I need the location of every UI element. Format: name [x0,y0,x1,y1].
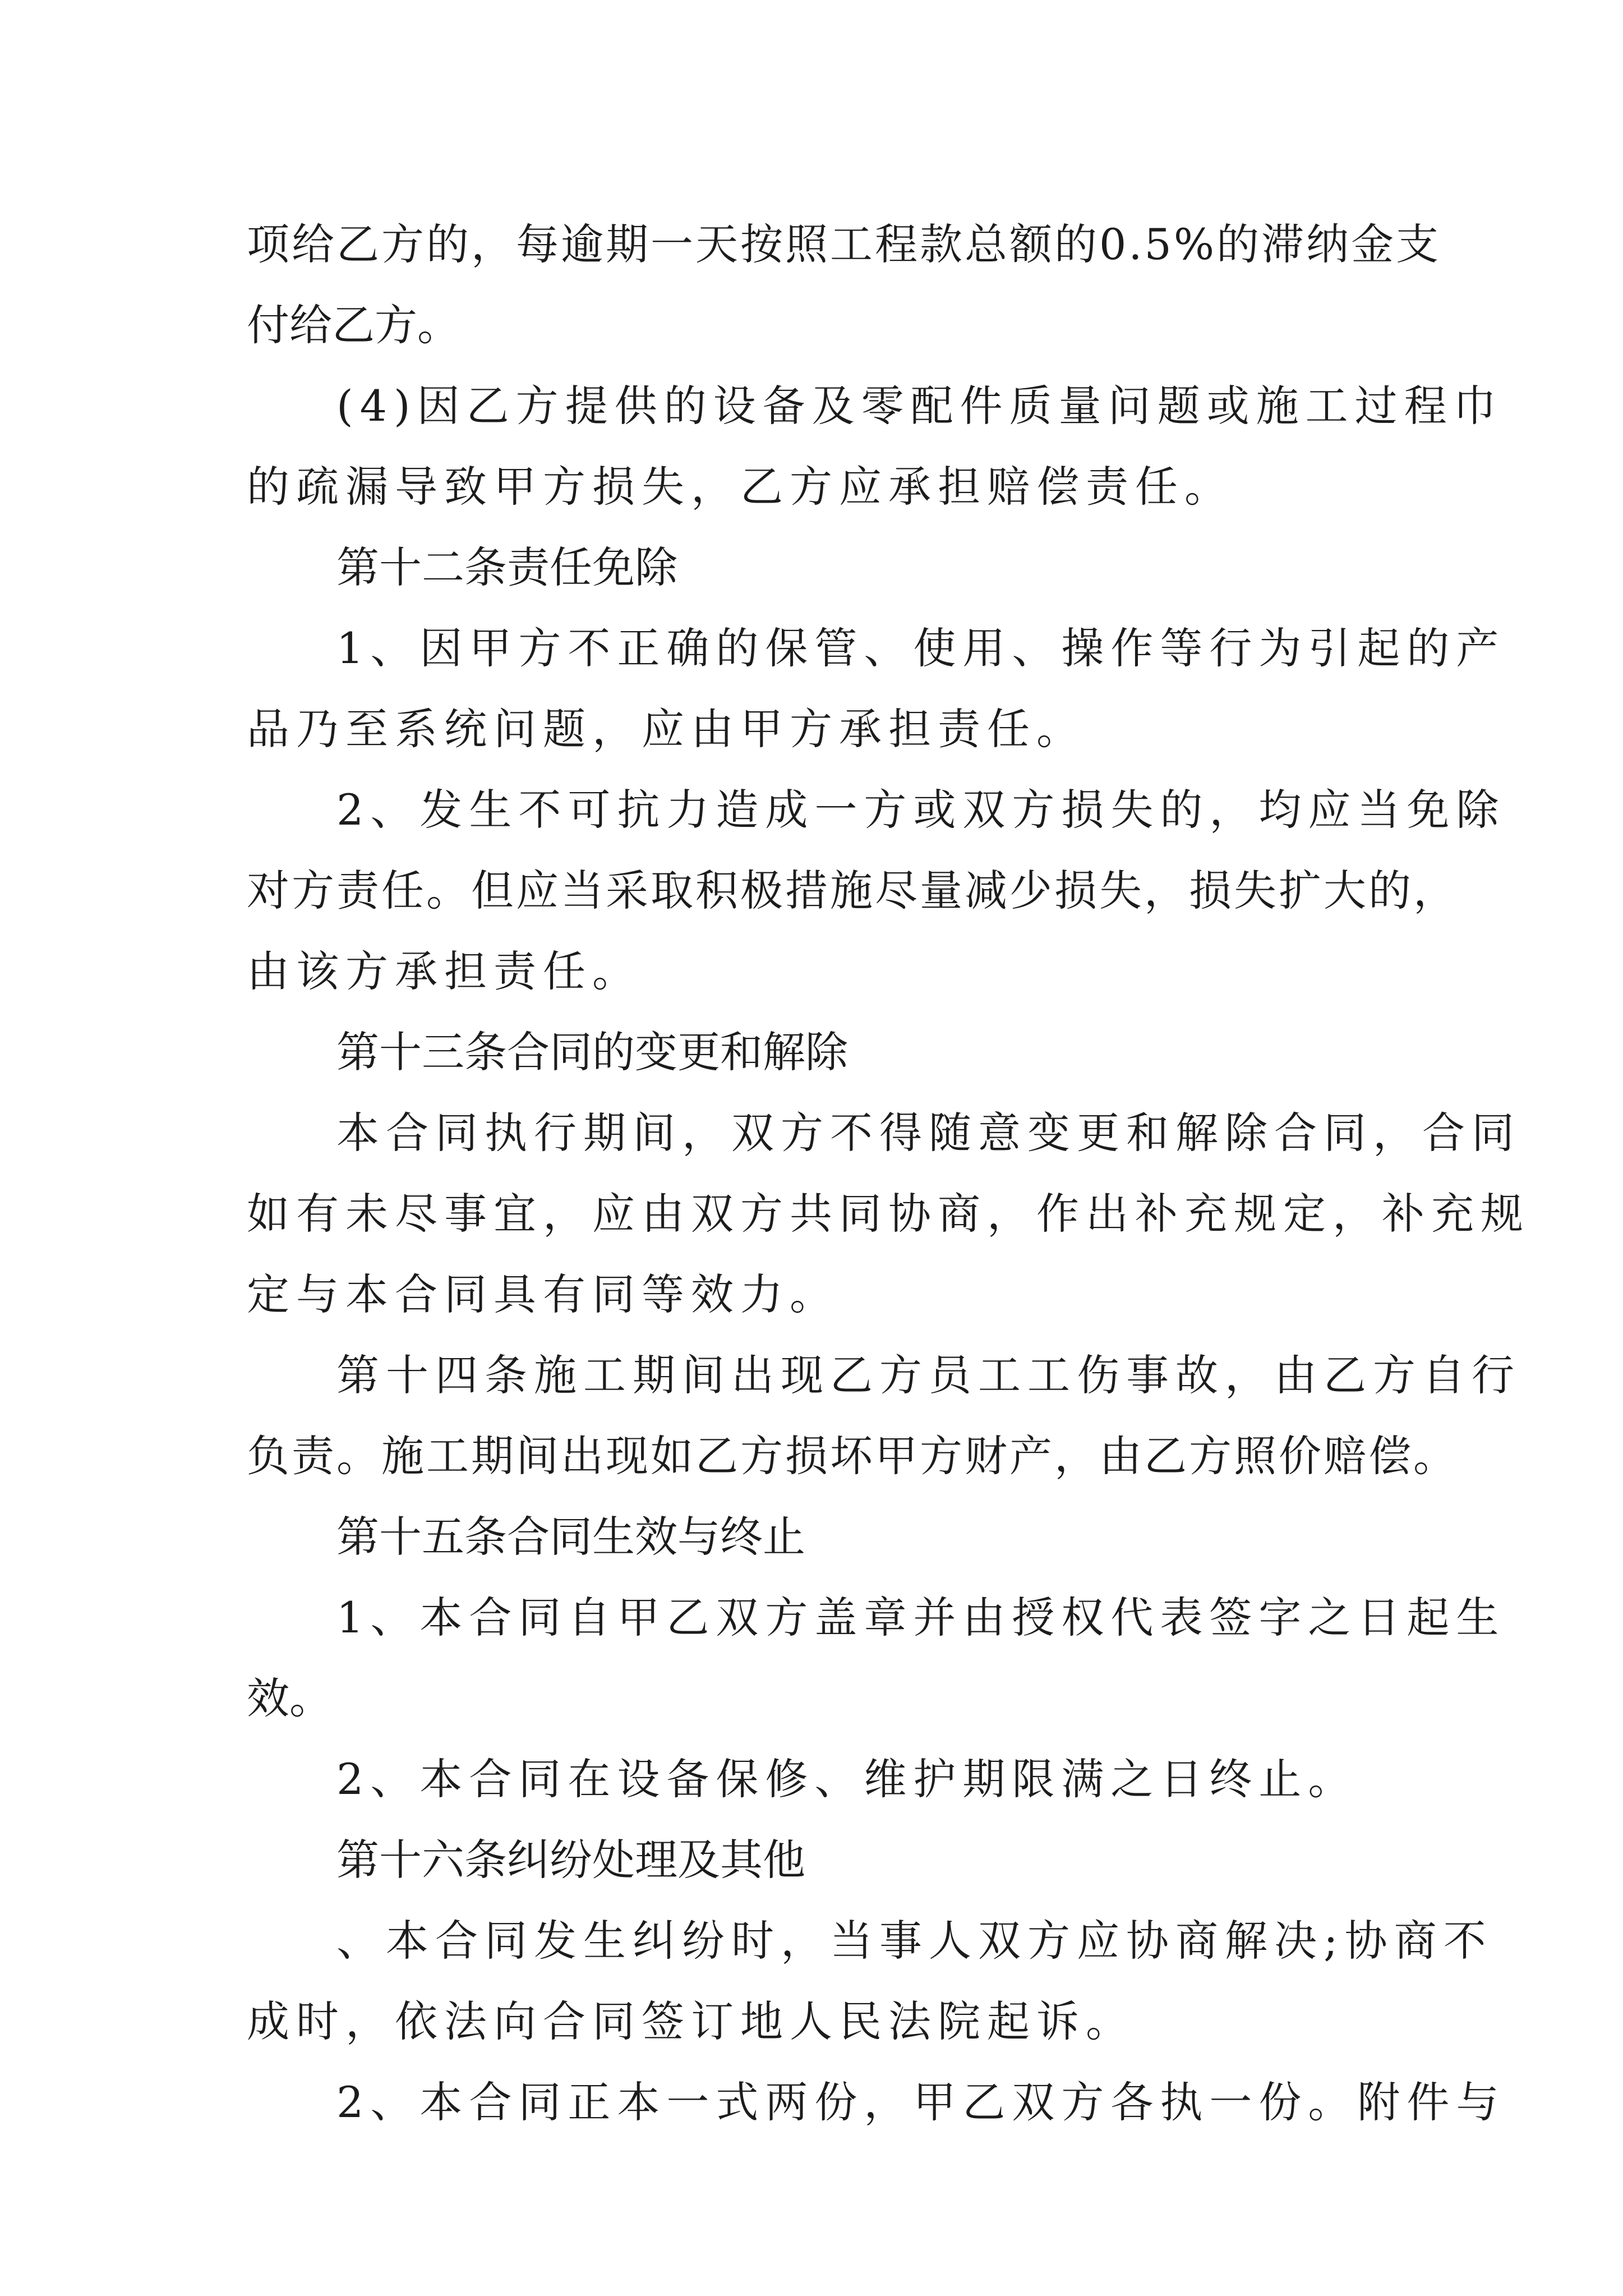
paragraph-line: 成时，依法向合同签订地人民法院起诉。 [247,1996,1135,2046]
paragraph-line: 1、本合同自甲乙双方盖章并由授权代表签字之日起生 [336,1593,1506,1642]
paragraph-line: 1、因甲方不正确的保管、使用、操作等行为引起的产 [336,623,1506,673]
section-heading: 第十三条合同的变更和解除 [336,1027,848,1077]
paragraph-line: 项给乙方的，每逾期一天按照工程款总额的0.5%的滞纳金支 [247,219,1441,269]
paragraph-line: 效。 [247,1673,332,1723]
paragraph-line: 2、本合同在设备保修、维护期限满之日终止。 [336,1754,1358,1804]
paragraph-line: 定与本合同具有同等效力。 [247,1269,839,1319]
paragraph-line: (4)因乙方提供的设备及零配件质量问题或施工过程巾 [336,381,1503,431]
paragraph-line: 、本合同发生纠纷时，当事人双方应协商解决;协商不 [336,1916,1493,1966]
paragraph-line: 对方责任。但应当采取积极措施尽量减少损失，损失扩大的， [247,866,1458,915]
paragraph-line: 付给乙方。 [247,300,460,350]
paragraph-line: 品乃至系统问题，应由甲方承担责任。 [247,704,1086,754]
paragraph-line: 本合同执行期间，双方不得随意变更和解除合同，合同 [336,1108,1521,1158]
section-heading: 第十四条施工期间出现乙方员工工伤事故，由乙方自行 [336,1350,1521,1400]
paragraph-line: 负责。施工期间出现如乙方损坏甲方财产，由乙方照价赔偿。 [247,1431,1458,1481]
paragraph-line: 2、发生不可抗力造成一方或双方损失的，均应当免除 [336,785,1506,835]
paragraph-line: 如有未尽事宜，应由双方共同协商，作出补充规定，补充规 [247,1189,1530,1239]
paragraph-line: 的疏漏导致甲方损失，乙方应承担赔偿责任。 [247,462,1234,512]
section-heading: 第十六条纠纷处理及其他 [336,1835,805,1885]
paragraph-line: 由该方承担责任。 [247,946,642,996]
section-heading: 第十二条责任免除 [336,542,677,592]
paragraph-line: 2、本合同正本一式两份，甲乙双方各执一份。附件与 [336,2077,1506,2127]
section-heading: 第十五条合同生效与终止 [336,1512,805,1562]
